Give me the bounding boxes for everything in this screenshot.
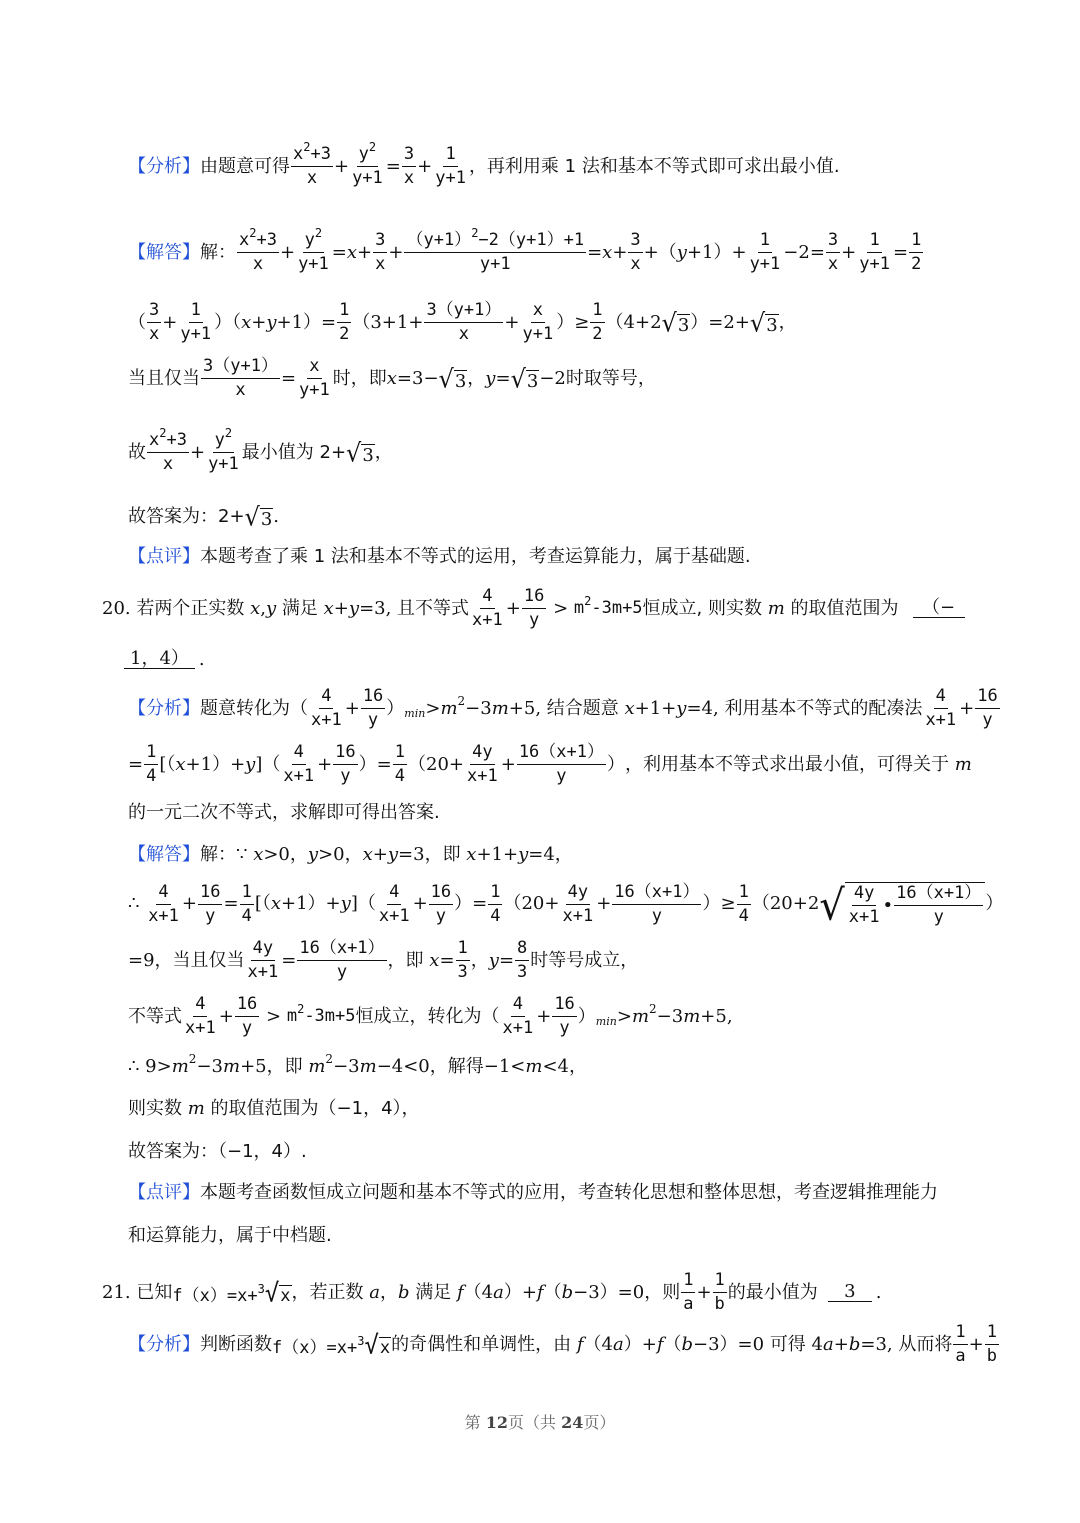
text: 的取值范围为 (790, 597, 899, 619)
sqrt-3: √ 3 (510, 363, 539, 394)
q20-solution-line2: ∴ $\frac{4}{x+1}$ + $\frac{16}{y}$ = $\frac{1}{4}$ [（ x +1）+ y ]（ $\frac{4}{x+1}$ + $\frac{16}{y}$ ）= $\frac{1}{4}$ （20+ $\frac{4y}{x+1}$ + $\frac{16(x+1)}{y}$ ）≥ $\frac{1}{4}$ （20+2 √ $\frac{4y}{x+1}$ • $\frac{16(x+1)}{y}$ ） (128, 881, 1004, 931)
answer-blank: 1，4） (124, 650, 195, 669)
text: 最小值为 2+ (241, 441, 347, 463)
q21-stem: 21. 已知 f（x）=x+$^3$ √ x ， 若正数 a ， b 满足 f （4 a ）+ f （ b −3）=0， 则 $\frac{1}{a}$ + $\frac{1}{b}$ 的最小值为 3 . (102, 1270, 882, 1314)
fraction: $\frac{x}{y+1}$ (522, 300, 554, 344)
question-number: 20. (102, 597, 131, 619)
fraction: $\frac{4y}{x+1}$ (562, 881, 594, 926)
text: ，利用基本不等式求出最小值，可得关于 (625, 753, 949, 775)
answer-blank: （− (913, 599, 965, 618)
text: 的奇偶性和单调性，由 (391, 1333, 572, 1355)
fraction: $\frac{16(x+1)}{y}$ (614, 881, 700, 926)
text: 当且仅当 (172, 949, 245, 971)
sqrt-3: √ 3 (749, 307, 778, 338)
fraction: $\frac{3(y+1)}{x}$ (203, 356, 278, 400)
text: 利用基本不等式的配凑法 (724, 697, 923, 719)
fraction: $\frac{1}{2}$ (339, 300, 350, 344)
footer-text: 第 (464, 1413, 486, 1432)
q20-stem: 20. 若两个正实数 x , y 满足 x + y =3, 且不等式 $\frac{4}{x+1}$ + $\frac{16}{y}$ > $m^2-3m+5$ 恒成立, 则实数 m 的取值范围为 （− (102, 588, 969, 629)
review-text: 和运算能力，属于中档题. (128, 1225, 332, 1246)
fraction: $\frac{4}{x+1}$ (283, 742, 315, 786)
fraction: $\frac{4y}{x+1}$ (247, 938, 279, 982)
fraction: $\frac{4y}{x+1}$ (467, 742, 498, 786)
text: 题意转化为 (200, 697, 290, 719)
fraction: $\frac{1}{4}$ (738, 881, 749, 926)
fraction: $\frac{16}{y}$ (430, 881, 452, 926)
fraction: $\frac{16}{y}$ (554, 994, 575, 1038)
q20-analysis-line2: = $\frac{1}{4}$ [（ x +1）+ y ]（ $\frac{4}{x+1}$ + $\frac{16}{y}$ ）= $\frac{1}{4}$ （20+ $\frac{4y}{x+1}$ + $\frac{16(x+1)}{y}$ ） ，利用基本不等式求出最小值，可得关于 m (128, 742, 972, 786)
fraction: $\frac{1}{3}$ (457, 938, 468, 982)
fraction: $\frac{4}{x+1}$ (925, 686, 957, 730)
fraction: $\frac{4}{x+1}$ (378, 881, 410, 926)
analysis-tag: 【分析】 (128, 155, 200, 177)
page-number: 12 (485, 1413, 508, 1432)
q20-solution-line5: ∴ 9> m 2 −3 m +5， 即 m 2 −3 m −4<0， 解得 −1< m <4， (128, 1052, 588, 1077)
q20-solution-line1: 【解答】 解： ∵ x >0， y >0， x + y =3，即 x +1+ y =4， (128, 844, 573, 865)
text: 恒成立, 则实数 (642, 597, 762, 619)
fraction: $\frac{16}{y}$ (523, 586, 545, 630)
text: 从而将 (898, 1333, 953, 1355)
fraction: $\frac{1}{2}$ (911, 230, 922, 274)
fraction: $\frac{3}{x}$ (630, 230, 641, 274)
fraction: $\frac{8}{3}$ (517, 938, 528, 982)
review-tag: 【点评】 (128, 1182, 200, 1203)
text: 当且仅当 (128, 367, 200, 389)
review-tag: 【点评】 (128, 546, 200, 567)
text: 若两个正实数 (136, 597, 245, 619)
fraction: $\frac{1}{4}$ (394, 742, 405, 786)
q21-analysis-line1: 【分析】 判断函数 f（x）=x+$^3$ √ x 的奇偶性和单调性，由 f （4 a ）+ f （ b −3）=0 可得 4 a + b =3, 从而将 $\frac{1}{a}$ + $\frac{1}{b}$ (128, 1322, 997, 1366)
fraction: $\frac{16}{y}$ (200, 881, 221, 926)
text: 故答案为：2+ (128, 506, 245, 527)
fraction: $\frac{1}{4}$ (241, 881, 252, 926)
sqrt-3: √ 3 (661, 307, 690, 338)
text: 的取值范围为（−1，4）， (210, 1098, 420, 1119)
fraction: $\frac{16(x+1)}{y}$ (299, 938, 385, 982)
analysis-tag: 【分析】 (128, 1333, 200, 1355)
q20-analysis-line1: 【分析】 题意转化为 （ $\frac{4}{x+1}$ + $\frac{16}{y}$ ） min > m 2 −3 m +5, 结合题意 x +1+ y =4, 利用基本不等式的配凑法 $\frac{4}{x+1}$ + $\frac{16}{y}$ (128, 686, 998, 730)
text: 即 (284, 1056, 303, 1077)
text: 满足 (415, 1281, 452, 1303)
text: 则实数 (128, 1098, 182, 1119)
fraction: $\frac{16}{y}$ (236, 994, 258, 1038)
page-footer (0, 1410, 1080, 1433)
fraction: $\frac{16}{y}$ (362, 686, 384, 730)
q19-solution-line2: （ $\frac{3}{x}$ + $\frac{1}{y+1}$ ）（ x + y +1）= $\frac{1}{2}$ （3+1+ $\frac{3(y+1)}{x}$ + $\frac{x}{y+1}$ ）≥ $\frac{1}{2}$ （4+2 √ 3 ）=2+ √ 3 ， (128, 300, 797, 344)
text: 的一元二次不等式，求解即可得出答案. (128, 802, 440, 823)
q20-solution-line3: =9， 当且仅当 $\frac{4y}{x+1}$ = $\frac{16(x+1)}{y}$ ，即 x = $\frac{1}{3}$ ， y = $\frac{8}{3}$ 时等号成立， (128, 938, 639, 982)
q19-review (128, 548, 751, 566)
fraction: $\frac{(y+1)^2-2(y+1)+1}{y+1}$ (406, 226, 585, 274)
fraction: $\frac{1}{b}$ (986, 1322, 997, 1366)
q20-review-line1 (128, 1184, 938, 1202)
text: 满足 (281, 597, 318, 619)
sqrt-3: √ 3 (346, 437, 374, 468)
fraction: $\frac{1}{b}$ (714, 1270, 725, 1314)
fraction: $\frac{3}{x}$ (149, 300, 160, 344)
fraction: $\frac{3}{x}$ (403, 144, 415, 188)
fraction: $\frac{3}{x}$ (827, 230, 839, 274)
analysis-tag: 【分析】 (128, 697, 200, 719)
fraction: $\frac{16}{y}$ (335, 742, 356, 786)
fraction: $\frac{4}{x+1}$ (311, 686, 342, 730)
sqrt-3: √ 3 (244, 502, 273, 532)
fraction: $\frac{4}{x+1}$ (502, 994, 534, 1038)
q20-final-answer (128, 1143, 307, 1161)
text: 时取等号， (565, 367, 656, 389)
fraction: $\frac{x^2+3}{x}$ (293, 140, 331, 188)
q19-analysis-line: 【分析】 由题意可得 $\frac{x^2+3}{x}$ + $\frac{y^2}{y+1}$ = $\frac{3}{x}$ + $\frac{1}{y+1}$ ，再利用乘 1 法和基本不等式即可求出最小值. (128, 140, 840, 188)
q19-solution-line4: 故 $\frac{x^2+3}{x}$ + $\frac{y^2}{y+1}$ 最小值为 2+ √ 3 ， (128, 426, 393, 474)
text: ，即 (387, 949, 424, 971)
text: 故 (128, 441, 146, 463)
fraction: $\frac{1}{4}$ (146, 742, 157, 786)
fraction: $\frac{1}{y+1}$ (435, 144, 466, 188)
text: 判断函数 (200, 1333, 272, 1355)
q20-analysis-line3 (128, 804, 440, 822)
fraction: $\frac{1}{2}$ (592, 300, 603, 344)
fraction: $\frac{y^2}{y+1}$ (298, 226, 329, 274)
text: 则 (662, 1281, 681, 1303)
text: 若正数 (309, 1281, 364, 1303)
text: 时，即 (332, 367, 387, 389)
text: 的最小值为 (727, 1281, 818, 1303)
footer-text: 页） (583, 1413, 616, 1432)
solution-label: 解： (200, 844, 236, 865)
analysis-text: 由题意可得 (200, 155, 290, 177)
fraction: $\frac{1}{y+1}$ (180, 300, 212, 344)
text: 可得 (769, 1333, 806, 1355)
text: 结合题意 (546, 697, 619, 719)
q20-solution-line6: 则实数 m 的取值范围为（−1，4）， (128, 1098, 420, 1119)
fraction: $\frac{x}{y+1}$ (299, 356, 330, 400)
fraction: $\frac{1}{a}$ (955, 1322, 966, 1366)
solution-label: 解： (200, 241, 236, 263)
text: 不等式 (128, 1005, 182, 1027)
text: 且不等式 (397, 597, 470, 619)
footer-text: 页（共 (507, 1413, 562, 1432)
text: 恒成立，转化为 (355, 1005, 482, 1027)
solution-tag: 【解答】 (128, 844, 200, 865)
solution-tag: 【解答】 (128, 241, 200, 263)
review-text: 本题考查了乘 1 法和基本不等式的运用，考查运算能力，属于基础题. (200, 546, 751, 567)
analysis-text-tail: ，再利用乘 1 法和基本不等式即可求出最小值. (468, 155, 840, 177)
q20-answer-cont: 1，4） . (128, 650, 205, 669)
text: 解得 (447, 1056, 484, 1077)
fraction: $\frac{16(x+1)}{y}$ (518, 742, 604, 786)
q19-final-answer: 故答案为：2+ √ 3 . (128, 502, 280, 532)
q20-solution-line4: 不等式 $\frac{4}{x+1}$ + $\frac{16}{y}$ > $m^2-3m+5$ 恒成立，转化为 （ $\frac{4}{x+1}$ + $\frac{16}{y}$ ） min > m 2 −3 m +5, (128, 994, 733, 1038)
fraction: $\frac{16}{y}$ (977, 686, 998, 730)
sqrt-expression: √ $\frac{4y}{x+1}$ • $\frac{16(x+1)}{y}$ (819, 882, 985, 926)
fraction: $\frac{3}{x}$ (375, 230, 386, 274)
text: 时等号成立， (530, 949, 639, 971)
fraction: $\frac{1}{y+1}$ (749, 230, 781, 274)
q20-review-line2 (128, 1227, 332, 1245)
answer-blank: 3 (828, 1283, 872, 1302)
fraction: $\frac{1}{a}$ (683, 1270, 694, 1314)
fraction: $\frac{y^2}{y+1}$ (352, 140, 383, 188)
review-text: 本题考查函数恒成立问题和基本不等式的应用，考查转化思想和整体思想，考查逻辑推理能力 (200, 1182, 938, 1203)
fraction: $\frac{x^2+3}{x}$ (149, 426, 187, 474)
fraction: $\frac{4}{x+1}$ (472, 586, 503, 630)
q19-solution-line3: 当且仅当 $\frac{3(y+1)}{x}$ = $\frac{x}{y+1}$ 时，即 x =3− √ 3 ， y = √ 3 −2 时取等号， (128, 356, 656, 400)
text: 已知 (136, 1281, 173, 1303)
q19-solution-line1: 【解答】 解： $\frac{x^2+3}{x}$ + $\frac{y^2}{y+1}$ = x + $\frac{3}{x}$ + $\frac{(y+1)^2-2(y+1)+1}{y+1}$ = x + $\frac{3}{x}$ +（ y +1）+ $\frac{1}{y+1}$ −2= $\frac{3}{x}$ + $\frac{1}{y+1}$ = $\frac{1}{2}$ (128, 226, 922, 274)
fraction: $\frac{x^2+3}{x}$ (239, 226, 277, 274)
text: 故答案为：（−1，4）. (128, 1141, 307, 1162)
sqrt-3: √ 3 (438, 363, 467, 394)
fraction: $\frac{y^2}{y+1}$ (208, 426, 239, 474)
fraction: $\frac{3(y+1)}{x}$ (426, 300, 502, 344)
fraction: $\frac{4}{x+1}$ (148, 881, 179, 926)
page-total: 24 (561, 1413, 584, 1432)
fraction: $\frac{1}{4}$ (490, 881, 501, 926)
question-number: 21. (102, 1281, 131, 1303)
fraction: $\frac{1}{y+1}$ (859, 230, 890, 274)
fraction: $\frac{4}{x+1}$ (185, 994, 216, 1038)
